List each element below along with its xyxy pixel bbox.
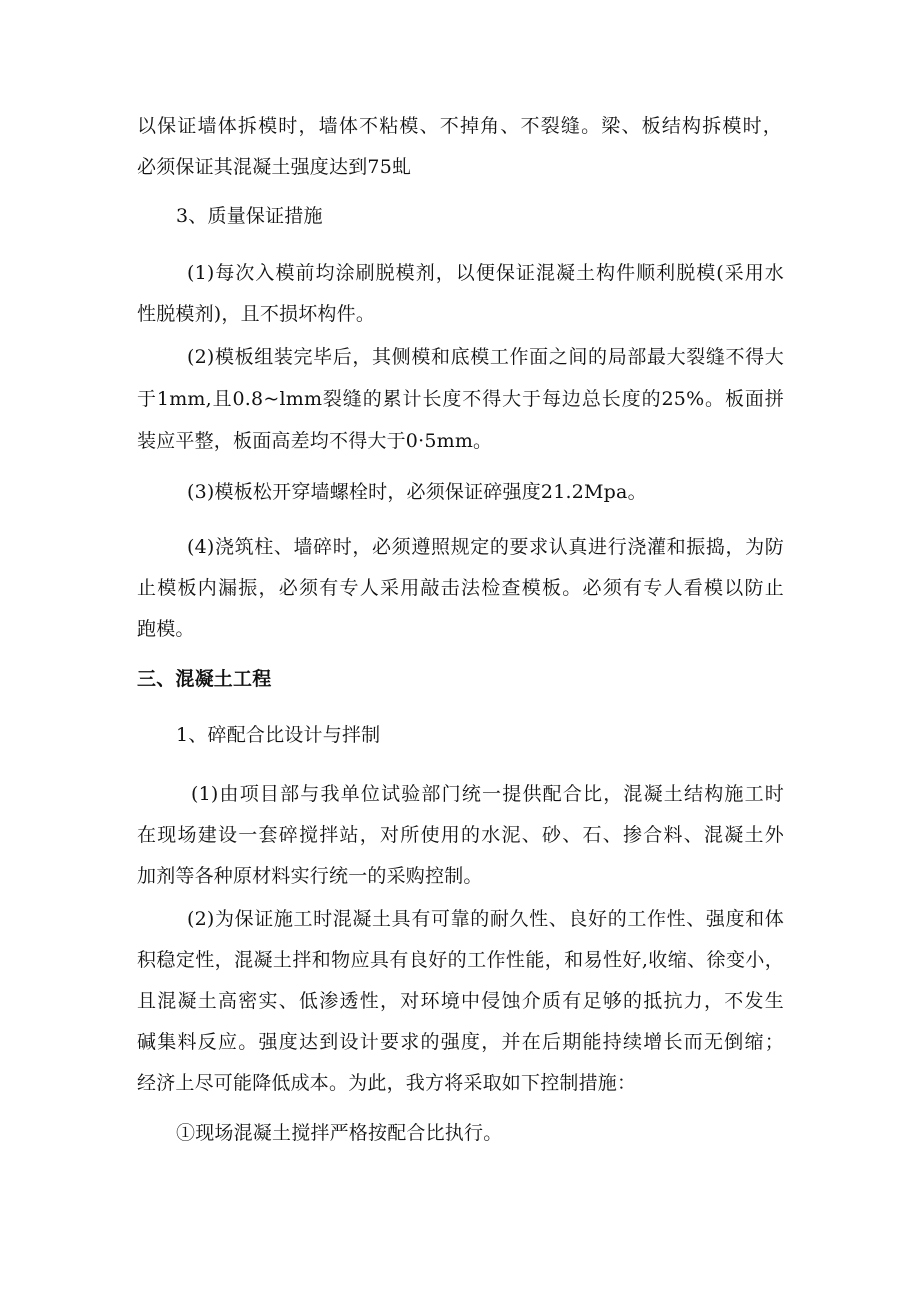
paragraph-q1-line-2: 性脱模剂)，且不损坏构件。 — [137, 303, 376, 325]
section-heading-concrete: 三、混凝土工程 — [137, 668, 272, 690]
paragraph-q3-line-1: (3)模板松开穿墙螺栓时，必须保证碎强度21.2Mpa。 — [187, 481, 647, 503]
paragraph-q4-line-3: 跑模。 — [137, 618, 195, 640]
paragraph-q1-line-1: (1)每次入模前均涂刷脱模剂，以便保证混凝土构件顺利脱模(采用水 — [187, 262, 784, 284]
paragraph-q4-line-1: (4)浇筑柱、墙碎时，必须遵照规定的要求认真进行浇灌和振捣，为防 — [187, 536, 784, 558]
paragraph-m1-line-2: 在现场建设一套碎搅拌站，对所使用的水泥、砂、石、掺合料、混凝土外 — [137, 824, 784, 846]
paragraph-intro-line-2: 必须保证其混凝土强度达到75虬 — [137, 156, 412, 178]
paragraph-intro-line-1: 以保证墙体拆模时，墙体不粘模、不掉角、不裂缝。梁、板结构拆模时， — [137, 115, 782, 137]
paragraph-m2-line-1: (2)为保证施工时混凝土具有可靠的耐久性、良好的工作性、强度和体 — [187, 908, 784, 930]
paragraph-m1-line-1: (1)由项目部与我单位试验部门统一提供配合比，混凝土结构施工时 — [191, 783, 784, 805]
paragraph-q4-line-2: 止模板内漏振，必须有专人采用敲击法检查模板。必须有专人看模以防止 — [137, 577, 784, 599]
paragraph-m1-line-3: 加剂等各种原材料实行统一的采购控制。 — [137, 865, 483, 887]
paragraph-q2-line-2: 于1mm,且0.8~lmm裂缝的累计长度不得大于每边总长度的25%。板面拼 — [137, 388, 784, 410]
paragraph-m2-line-4: 碱集料反应。强度达到设计要求的强度，并在后期能持续增长而无倒缩； — [137, 1031, 784, 1053]
list-item-mix-control-1: ①现场混凝土搅拌严格按配合比执行。 — [176, 1122, 503, 1144]
paragraph-m2-line-5: 经济上尽可能降低成本。为此，我方将采取如下控制措施： — [137, 1072, 637, 1094]
paragraph-q2-line-3: 装应平整，板面高差均不得大于0·5mm。 — [137, 430, 493, 452]
subheading-mix-design: 1、碎配合比设计与拌制 — [176, 724, 381, 746]
subheading-quality-measures: 3、质量保证措施 — [176, 205, 323, 227]
paragraph-m2-line-3: 且混凝土高密实、低渗透性，对环境中侵蚀介质有足够的抵抗力，不发生 — [137, 990, 784, 1012]
paragraph-q2-line-1: (2)模板组装完毕后，其侧模和底模工作面之间的局部最大裂缝不得大 — [187, 346, 784, 368]
paragraph-m2-line-2: 积稳定性，混凝土拌和物应具有良好的工作性能，和易性好,收缩、徐变小， — [137, 949, 784, 971]
